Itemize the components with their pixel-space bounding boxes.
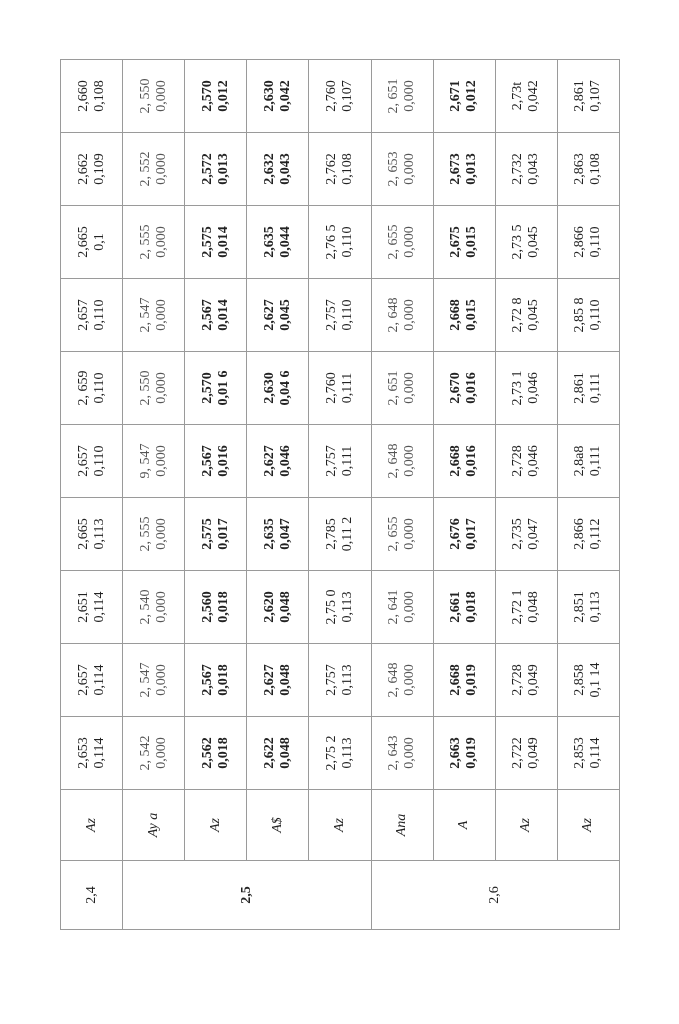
- table-cell: [123, 498, 185, 571]
- cell-value-top: 2, 550: [137, 78, 153, 114]
- cell-value-top: 2,757: [323, 299, 339, 331]
- table-cell: [495, 425, 557, 498]
- table-cell: [61, 279, 123, 352]
- table-cell: [309, 571, 371, 644]
- cell-value-bottom: 0,046: [526, 445, 542, 477]
- table-cell: [185, 571, 247, 644]
- cell-value-bottom: 0,000: [153, 664, 169, 696]
- cell-value-bottom: 0,014: [215, 299, 231, 331]
- cell-value-bottom: 0,048: [526, 591, 542, 623]
- table-cell: [61, 571, 123, 644]
- cell-value-bottom: 0,112: [588, 518, 604, 550]
- table-cell: [495, 60, 557, 133]
- cell-value-top: 2,72 1: [510, 589, 526, 625]
- cell-value-bottom: 0,000: [153, 153, 169, 185]
- cell-value-bottom: 0,108: [588, 153, 604, 185]
- row-label: Az: [495, 790, 557, 861]
- cell-value-top: 2,785: [323, 518, 339, 550]
- cell-value-bottom: 0,109: [91, 153, 107, 185]
- table-cell: [495, 133, 557, 206]
- cell-value-bottom: 0,000: [402, 226, 418, 258]
- cell-value-bottom: 0,000: [402, 299, 418, 331]
- cell-value-top: 2,851: [572, 591, 588, 623]
- table-cell: [371, 133, 433, 206]
- table-cell: [247, 498, 309, 571]
- table-cell: [247, 644, 309, 717]
- cell-value-top: 2,73t: [510, 81, 526, 111]
- cell-value-top: 2,757: [323, 664, 339, 696]
- table-cell: [371, 498, 433, 571]
- table-row: [123, 60, 185, 930]
- cell-value-bottom: 0,049: [526, 664, 542, 696]
- table-cell: [557, 644, 619, 717]
- cell-value-top: 2,575: [199, 518, 215, 550]
- cell-value-bottom: 0,047: [526, 518, 542, 550]
- cell-value-bottom: 0,000: [153, 737, 169, 769]
- cell-value-bottom: 0,015: [464, 226, 480, 258]
- table-cell: [185, 644, 247, 717]
- cell-value-top: 2,861: [572, 80, 588, 112]
- table-cell: [495, 279, 557, 352]
- table-cell: [309, 717, 371, 790]
- table-cell: [247, 425, 309, 498]
- cell-value-top: 2,665: [75, 518, 91, 550]
- table-cell: [433, 60, 495, 133]
- table-cell: [309, 498, 371, 571]
- table-cell: [123, 133, 185, 206]
- cell-value-top: 2,570: [199, 80, 215, 112]
- cell-value-top: 2, 547: [137, 297, 153, 333]
- cell-value-bottom: 0,000: [402, 591, 418, 623]
- table-cell: [433, 133, 495, 206]
- table-cell: [185, 498, 247, 571]
- table-cell: [433, 279, 495, 352]
- table-cell: [247, 279, 309, 352]
- row-label: A$: [247, 790, 309, 861]
- table-cell: [557, 717, 619, 790]
- table-cell: [247, 352, 309, 425]
- cell-value-top: 2, 655: [386, 224, 402, 260]
- cell-value-top: 2,668: [448, 664, 464, 696]
- table-cell: [247, 717, 309, 790]
- table-cell: [371, 60, 433, 133]
- cell-value-top: 2, 648: [386, 443, 402, 479]
- table-cell: [185, 279, 247, 352]
- cell-value-bottom: 0,114: [91, 591, 107, 623]
- table-cell: [61, 60, 123, 133]
- cell-value-top: 2,651: [75, 591, 91, 623]
- cell-value-bottom: 0,018: [215, 664, 231, 696]
- cell-value-top: 2, 655: [386, 516, 402, 552]
- data-table: [60, 59, 620, 930]
- table-cell: [557, 60, 619, 133]
- cell-value-top: 2,676: [448, 518, 464, 550]
- cell-value-top: 2,671: [448, 80, 464, 112]
- table-cell: [371, 644, 433, 717]
- cell-value-bottom: 0,000: [153, 226, 169, 258]
- cell-value-top: 2,567: [199, 664, 215, 696]
- table-cell: [247, 571, 309, 644]
- cell-value-bottom: 0,046: [526, 372, 542, 404]
- cell-value-top: 2,630: [261, 372, 277, 404]
- cell-value-bottom: 0,110: [339, 299, 355, 331]
- table-cell: [123, 206, 185, 279]
- cell-value-bottom: 0,000: [402, 518, 418, 550]
- cell-value-top: 2,85 8: [572, 297, 588, 333]
- cell-value-top: 2, 659: [75, 370, 91, 406]
- cell-value-bottom: 0,000: [402, 445, 418, 477]
- cell-value-bottom: 0,043: [526, 153, 542, 185]
- cell-value-top: 2,762: [323, 153, 339, 185]
- table-row: [433, 60, 495, 930]
- table-cell: [371, 279, 433, 352]
- cell-value-bottom: 0,012: [464, 80, 480, 112]
- cell-value-bottom: 0,01 6: [215, 370, 231, 406]
- cell-value-bottom: 0,114: [91, 664, 107, 696]
- table-cell: [61, 498, 123, 571]
- cell-value-top: 2,668: [448, 445, 464, 477]
- cell-value-bottom: 0,049: [526, 737, 542, 769]
- cell-value-bottom: 0,110: [91, 445, 107, 477]
- cell-value-bottom: 0,016: [464, 445, 480, 477]
- cell-value-top: 2,657: [75, 664, 91, 696]
- cell-value-bottom: 0,048: [277, 737, 293, 769]
- cell-value-top: 2,663: [448, 737, 464, 769]
- cell-value-top: 2,722: [510, 737, 526, 769]
- cell-value-bottom: 0,113: [339, 591, 355, 623]
- cell-value-top: 2,757: [323, 445, 339, 477]
- table-cell: [123, 571, 185, 644]
- table-cell: [495, 717, 557, 790]
- table-cell: [433, 352, 495, 425]
- cell-value-bottom: 0,042: [277, 80, 293, 112]
- table-cell: [123, 279, 185, 352]
- table-cell: [495, 206, 557, 279]
- cell-value-top: 2, 653: [386, 151, 402, 187]
- table-cell: [371, 425, 433, 498]
- cell-value-top: 2, 550: [137, 370, 153, 406]
- table-cell: [557, 279, 619, 352]
- table-cell: [495, 498, 557, 571]
- cell-value-bottom: 0,045: [526, 226, 542, 258]
- cell-value-bottom: 0,013: [464, 153, 480, 185]
- cell-value-top: 2, 540: [137, 589, 153, 625]
- cell-value-bottom: 0,107: [588, 80, 604, 112]
- row-label: Az: [309, 790, 371, 861]
- cell-value-bottom: 0,108: [91, 80, 107, 112]
- cell-value-bottom: 0,114: [91, 737, 107, 769]
- cell-value-bottom: 0,046: [277, 445, 293, 477]
- rotated-table-container: [60, 70, 620, 930]
- table-cell: [433, 644, 495, 717]
- cell-value-top: 2,567: [199, 299, 215, 331]
- cell-value-top: 2,627: [261, 664, 277, 696]
- table-cell: [433, 206, 495, 279]
- cell-value-top: 2,660: [75, 80, 91, 112]
- cell-value-top: 2,866: [572, 518, 588, 550]
- cell-value-top: 2,668: [448, 299, 464, 331]
- cell-value-top: 2,653: [75, 737, 91, 769]
- cell-value-top: 2,622: [261, 737, 277, 769]
- cell-value-top: 2,567: [199, 445, 215, 477]
- cell-value-top: 2, 542: [137, 735, 153, 771]
- table-cell: [61, 206, 123, 279]
- cell-value-top: 2,728: [510, 664, 526, 696]
- table-cell: [433, 425, 495, 498]
- group-label: 2,6: [371, 861, 619, 930]
- cell-value-top: 2,735: [510, 518, 526, 550]
- cell-value-bottom: 0,113: [91, 518, 107, 550]
- cell-value-top: 2,627: [261, 445, 277, 477]
- cell-value-top: 2,572: [199, 153, 215, 185]
- table-cell: [309, 352, 371, 425]
- table-row: [61, 60, 123, 930]
- table-cell: [123, 60, 185, 133]
- cell-value-bottom: 0,108: [339, 153, 355, 185]
- group-label: 2,4: [61, 861, 123, 930]
- table-cell: [247, 206, 309, 279]
- table-cell: [185, 425, 247, 498]
- cell-value-bottom: 0,110: [91, 372, 107, 404]
- table-cell: [557, 425, 619, 498]
- table-cell: [557, 571, 619, 644]
- cell-value-bottom: 0,000: [402, 737, 418, 769]
- cell-value-top: 2,8a8: [572, 445, 588, 477]
- cell-value-top: 2,73 5: [510, 224, 526, 260]
- cell-value-top: 2, 552: [137, 151, 153, 187]
- table-cell: [185, 206, 247, 279]
- cell-value-bottom: 0,016: [215, 445, 231, 477]
- cell-value-top: 2,560: [199, 591, 215, 623]
- cell-value-top: 2, 643: [386, 735, 402, 771]
- cell-value-bottom: 0,110: [339, 226, 355, 258]
- cell-value-top: 2,665: [75, 226, 91, 258]
- cell-value-top: 2,72 8: [510, 297, 526, 333]
- table-cell: [247, 133, 309, 206]
- table-cell: [371, 352, 433, 425]
- table-cell: [433, 717, 495, 790]
- cell-value-bottom: 0,018: [215, 737, 231, 769]
- row-label: Ana: [371, 790, 433, 861]
- table-cell: [495, 352, 557, 425]
- cell-value-bottom: 0,017: [215, 518, 231, 550]
- table-cell: [309, 644, 371, 717]
- table-cell: [557, 352, 619, 425]
- table-cell: [309, 279, 371, 352]
- table-cell: [309, 60, 371, 133]
- cell-value-bottom: 0,018: [464, 591, 480, 623]
- cell-value-top: 2,76 5: [323, 224, 339, 260]
- cell-value-top: 2,657: [75, 299, 91, 331]
- cell-value-bottom: 0,111: [588, 372, 604, 404]
- cell-value-top: 2,635: [261, 226, 277, 258]
- cell-value-bottom: 0,113: [588, 591, 604, 623]
- cell-value-bottom: 0,000: [153, 445, 169, 477]
- cell-value-top: 2,760: [323, 80, 339, 112]
- cell-value-top: 2,863: [572, 153, 588, 185]
- table-cell: [61, 133, 123, 206]
- row-label: Az: [557, 790, 619, 861]
- row-label: A: [433, 790, 495, 861]
- cell-value-bottom: 0,043: [277, 153, 293, 185]
- cell-value-top: 2,570: [199, 372, 215, 404]
- cell-value-bottom: 0,1: [91, 233, 107, 251]
- cell-value-bottom: 0,114: [588, 737, 604, 769]
- table-cell: [185, 133, 247, 206]
- cell-value-bottom: 0,017: [464, 518, 480, 550]
- cell-value-bottom: 0,111: [339, 372, 355, 404]
- cell-value-top: 2,562: [199, 737, 215, 769]
- cell-value-top: 2,627: [261, 299, 277, 331]
- cell-value-top: 2,675: [448, 226, 464, 258]
- cell-value-top: 2,662: [75, 153, 91, 185]
- cell-value-bottom: 0,048: [277, 591, 293, 623]
- table-cell: [371, 717, 433, 790]
- table-cell: [61, 352, 123, 425]
- table-cell: [185, 352, 247, 425]
- table-cell: [61, 717, 123, 790]
- cell-value-bottom: 0,110: [588, 226, 604, 258]
- cell-value-top: 9, 547: [137, 443, 153, 479]
- cell-value-top: 2, 547: [137, 662, 153, 698]
- cell-value-top: 2, 641: [386, 589, 402, 625]
- table-cell: [123, 352, 185, 425]
- cell-value-bottom: 0,000: [402, 153, 418, 185]
- cell-value-top: 2,73 1: [510, 370, 526, 406]
- row-label: Ay a: [123, 790, 185, 861]
- table-cell: [557, 498, 619, 571]
- cell-value-bottom: 0,111: [339, 445, 355, 477]
- cell-value-bottom: 0,044: [277, 226, 293, 258]
- cell-value-bottom: 0,012: [215, 80, 231, 112]
- cell-value-bottom: 0,048: [277, 664, 293, 696]
- cell-value-top: 2, 555: [137, 516, 153, 552]
- cell-value-bottom: 0,107: [339, 80, 355, 112]
- cell-value-bottom: 0,019: [464, 664, 480, 696]
- cell-value-top: 2,575: [199, 226, 215, 258]
- table-cell: [309, 425, 371, 498]
- cell-value-top: 2,670: [448, 372, 464, 404]
- cell-value-bottom: 0,110: [588, 299, 604, 331]
- cell-value-bottom: 0,000: [402, 80, 418, 112]
- cell-value-bottom: 0,113: [339, 664, 355, 696]
- cell-value-top: 2,861: [572, 372, 588, 404]
- cell-value-bottom: 0,110: [91, 299, 107, 331]
- cell-value-bottom: 0,045: [277, 299, 293, 331]
- table-cell: [123, 644, 185, 717]
- table-row: [185, 60, 247, 930]
- cell-value-top: 2,632: [261, 153, 277, 185]
- cell-value-bottom: 0,000: [153, 518, 169, 550]
- table-cell: [247, 60, 309, 133]
- cell-value-top: 2,630: [261, 80, 277, 112]
- table-cell: [557, 206, 619, 279]
- cell-value-bottom: 0,000: [153, 80, 169, 112]
- table-cell: [433, 498, 495, 571]
- cell-value-top: 2,866: [572, 226, 588, 258]
- cell-value-top: 2,853: [572, 737, 588, 769]
- table-row: [309, 60, 371, 930]
- cell-value-bottom: 0,000: [402, 372, 418, 404]
- group-label: 2,5: [123, 861, 371, 930]
- cell-value-top: 2,75 2: [323, 735, 339, 771]
- cell-value-top: 2,75 0: [323, 589, 339, 625]
- cell-value-bottom: 0,11 2: [339, 516, 355, 552]
- cell-value-bottom: 0,016: [464, 372, 480, 404]
- table-cell: [61, 425, 123, 498]
- cell-value-bottom: 0,000: [153, 372, 169, 404]
- cell-value-top: 2, 648: [386, 297, 402, 333]
- cell-value-bottom: 0,019: [464, 737, 480, 769]
- table-cell: [61, 644, 123, 717]
- table-cell: [123, 717, 185, 790]
- table-cell: [433, 571, 495, 644]
- row-label: Az: [61, 790, 123, 861]
- table-cell: [371, 206, 433, 279]
- cell-value-bottom: 0,113: [339, 737, 355, 769]
- cell-value-bottom: 0,111: [588, 445, 604, 477]
- cell-value-top: 2,673: [448, 153, 464, 185]
- cell-value-bottom: 0,015: [464, 299, 480, 331]
- table-row: [495, 60, 557, 930]
- cell-value-top: 2, 651: [386, 370, 402, 406]
- cell-value-bottom: 0,1 14: [588, 662, 604, 698]
- cell-value-bottom: 0,045: [526, 299, 542, 331]
- cell-value-top: 2, 651: [386, 78, 402, 114]
- cell-value-top: 2,728: [510, 445, 526, 477]
- cell-value-top: 2,657: [75, 445, 91, 477]
- cell-value-bottom: 0,000: [402, 664, 418, 696]
- cell-value-top: 2,661: [448, 591, 464, 623]
- table-cell: [309, 206, 371, 279]
- cell-value-bottom: 0,04 6: [277, 370, 293, 406]
- table-cell: [185, 717, 247, 790]
- cell-value-top: 2,760: [323, 372, 339, 404]
- cell-value-top: 2, 555: [137, 224, 153, 260]
- cell-value-top: 2, 648: [386, 662, 402, 698]
- row-label: Az: [185, 790, 247, 861]
- table-row: [557, 60, 619, 930]
- table-cell: [309, 133, 371, 206]
- cell-value-bottom: 0,047: [277, 518, 293, 550]
- cell-value-bottom: 0,042: [526, 80, 542, 112]
- cell-value-top: 2,732: [510, 153, 526, 185]
- table-cell: [123, 425, 185, 498]
- cell-value-top: 2,635: [261, 518, 277, 550]
- table-cell: [495, 644, 557, 717]
- table-cell: [185, 60, 247, 133]
- cell-value-top: 2,620: [261, 591, 277, 623]
- table-cell: [495, 571, 557, 644]
- cell-value-bottom: 0,014: [215, 226, 231, 258]
- cell-value-top: 2,858: [572, 664, 588, 696]
- cell-value-bottom: 0,018: [215, 591, 231, 623]
- cell-value-bottom: 0,000: [153, 591, 169, 623]
- table-row: [371, 60, 433, 930]
- table-cell: [557, 133, 619, 206]
- cell-value-bottom: 0,013: [215, 153, 231, 185]
- cell-value-bottom: 0,000: [153, 299, 169, 331]
- table-row: [247, 60, 309, 930]
- table-cell: [371, 571, 433, 644]
